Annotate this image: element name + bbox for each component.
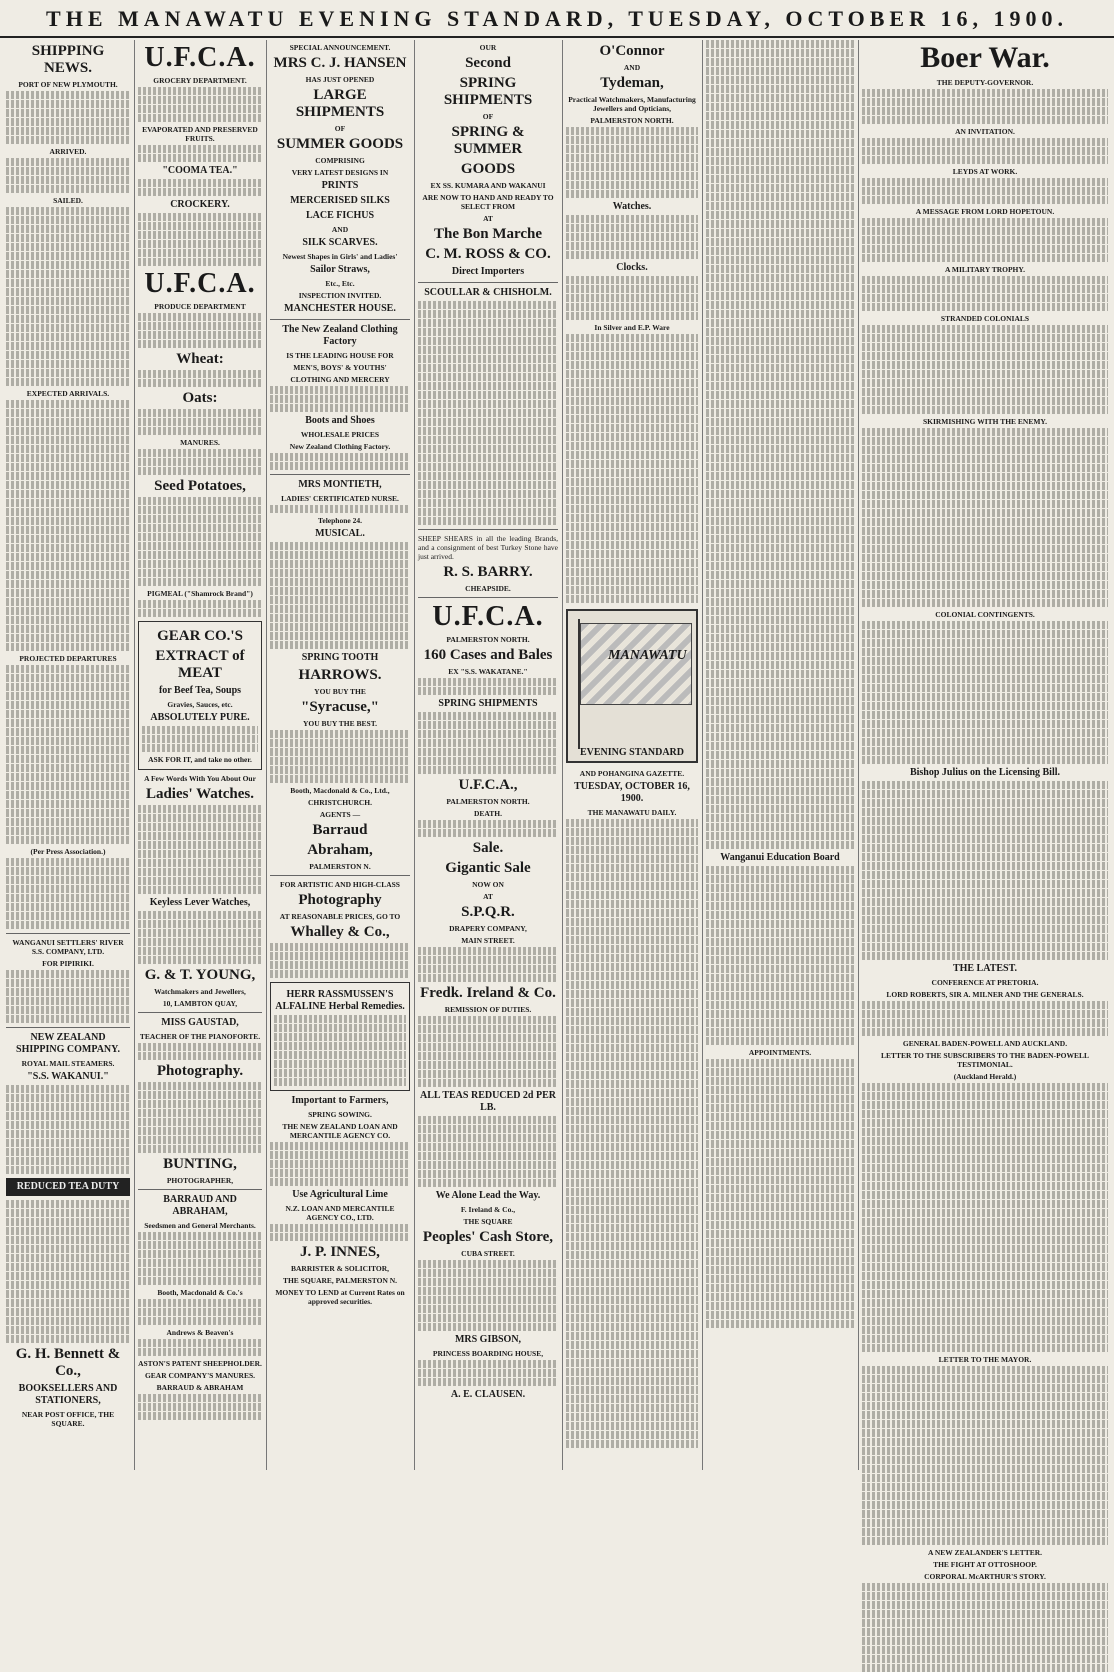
sheep-shears: SHEEP SHEARS in all the leading Brands, and a consignment of best Turkey Stone have just arrived. bbox=[418, 534, 558, 561]
the-square: THE SQUARE bbox=[463, 1217, 513, 1226]
photographer: PHOTOGRAPHER, bbox=[166, 1176, 234, 1185]
letter-mayor: LETTER TO THE MAYOR. bbox=[938, 1355, 1032, 1364]
spqr: S.P.Q.R. bbox=[461, 904, 515, 920]
column-rule bbox=[414, 40, 415, 1470]
nz-clothing: The New Zealand Clothing Factory bbox=[282, 324, 398, 347]
manchester: MANCHESTER HOUSE. bbox=[284, 303, 396, 314]
shipping-sub: PORT OF NEW PLYMOUTH. bbox=[18, 80, 118, 89]
ireland-2: F. Ireland & Co., bbox=[460, 1205, 516, 1214]
nz-shipping: NEW ZEALAND SHIPPING COMPANY. bbox=[16, 1032, 120, 1055]
paper-title: THE MANAWATU DAILY. bbox=[587, 808, 677, 817]
keyless: Keyless Lever Watches, bbox=[149, 897, 251, 908]
gear-manures: GEAR COMPANY'S MANURES. bbox=[144, 1371, 256, 1380]
oconnor: O'Connor bbox=[599, 43, 665, 59]
letter: LETTER TO THE SUBSCRIBERS TO THE BADEN-POWELL TESTIMONIAL. bbox=[881, 1051, 1089, 1069]
musical: MUSICAL. bbox=[315, 528, 365, 539]
wanganui-company: WANGANUI SETTLERS' RIVER S.S. COMPANY, LTD. bbox=[12, 938, 124, 956]
whalley: Whalley & Co., bbox=[290, 924, 390, 940]
masthead-title: THE MANAWATU EVENING STANDARD, TUESDAY, OCTOBER 16, 1900. bbox=[46, 6, 1068, 31]
of: OF bbox=[334, 124, 346, 133]
masthead-flag-illustration bbox=[566, 609, 698, 763]
tea-ad: REDUCED TEA DUTY bbox=[6, 1178, 130, 1196]
oats: Oats: bbox=[182, 390, 218, 406]
sailor: Sailor Straws, bbox=[310, 264, 370, 275]
gear-ad bbox=[138, 621, 262, 770]
agents: AGENTS — bbox=[319, 810, 361, 819]
main-street: MAIN STREET. bbox=[461, 936, 515, 945]
silver: In Silver and E.P. Ware bbox=[594, 323, 670, 332]
inspection: INSPECTION INVITED. bbox=[298, 291, 382, 300]
leading: IS THE LEADING HOUSE FOR bbox=[286, 351, 394, 360]
cuba: CUBA STREET. bbox=[461, 1249, 515, 1258]
buy-best: YOU BUY THE BEST. bbox=[302, 719, 378, 728]
photo: Photography bbox=[298, 892, 382, 908]
few-words: A Few Words With You About Our bbox=[144, 774, 256, 783]
syracuse: "Syracuse," bbox=[301, 699, 379, 715]
flag-label-2: EVENING STANDARD bbox=[580, 747, 684, 758]
remission: REMISSION OF DUTIES. bbox=[444, 1005, 532, 1014]
trophy: A MILITARY TROPHY. bbox=[945, 265, 1025, 274]
colonial: COLONIAL CONTINGENTS. bbox=[935, 610, 1035, 619]
skirmishing: SKIRMISHING WITH THE ENEMY. bbox=[922, 417, 1048, 426]
large-shipments: LARGE SHIPMENTS bbox=[295, 87, 385, 120]
nzloan: N.Z. LOAN AND MERCANTILE AGENCY CO., LTD. bbox=[285, 1204, 395, 1222]
gaustad: MISS GAUSTAD, bbox=[161, 1017, 239, 1028]
scoullar: SCOULLAR & CHISHOLM. bbox=[424, 287, 552, 298]
cheapside: CHEAPSIDE. bbox=[465, 584, 511, 593]
nurse: LADIES' CERTIFICATED NURSE. bbox=[281, 494, 399, 503]
ufca-4: U.F.C.A. bbox=[432, 601, 544, 632]
deputy: THE DEPUTY-GOVERNOR. bbox=[936, 78, 1034, 87]
silk: SILK SCARVES. bbox=[302, 237, 378, 248]
montieth: MRS MONTIETH, bbox=[298, 479, 382, 490]
young: G. & T. YOUNG, bbox=[144, 967, 256, 983]
very-latest: VERY LATEST DESIGNS IN bbox=[291, 168, 389, 177]
aston: ASTON'S PATENT SHEEPHOLDER. bbox=[138, 1359, 262, 1368]
wakatane: EX "S.S. WAKATANE." bbox=[448, 667, 528, 676]
prints: PRINTS bbox=[321, 180, 359, 191]
watches-5: Watches. bbox=[612, 201, 652, 212]
pn-5: PALMERSTON NORTH. bbox=[590, 116, 674, 125]
pn-4: PALMERSTON NORTH. bbox=[446, 797, 530, 806]
bunting: BUNTING, bbox=[163, 1156, 237, 1172]
gibson: MRS GIBSON, bbox=[454, 1334, 522, 1345]
grocery-heading: GROCERY DEPARTMENT. bbox=[153, 76, 247, 85]
column-rule bbox=[134, 40, 135, 1470]
clocks: Clocks. bbox=[616, 262, 648, 273]
ufca-title: U.F.C.A. bbox=[144, 42, 256, 73]
produce-heading: PRODUCE DEPARTMENT bbox=[154, 302, 246, 311]
shipments-title: SPRING SHIPMENTS bbox=[443, 75, 533, 108]
importers: Direct Importers bbox=[451, 266, 525, 277]
drapery: DRAPERY COMPANY, bbox=[449, 924, 527, 933]
now-hand: ARE NOW TO HAND AND READY TO SELECT FROM bbox=[422, 193, 554, 211]
spring-shipments: SPRING SHIPMENTS bbox=[438, 698, 538, 709]
now-on: NOW ON bbox=[472, 880, 504, 889]
near-po: NEAR POST OFFICE, THE SQUARE. bbox=[21, 1410, 115, 1428]
rassmussen-ad bbox=[270, 982, 410, 1091]
ufca-title-2: U.F.C.A. bbox=[144, 268, 256, 299]
clothing: CLOTHING AND MERCERY bbox=[290, 375, 390, 384]
bennett: G. H. Bennett & Co., bbox=[15, 1346, 121, 1379]
flag-icon bbox=[580, 623, 692, 705]
wholesale: WHOLESALE PRICES bbox=[300, 430, 380, 439]
barraud: BARRAUD AND ABRAHAM, bbox=[163, 1194, 237, 1217]
gear-title: GEAR CO.'S bbox=[157, 628, 243, 644]
photography: Photography. bbox=[156, 1063, 244, 1079]
latest: THE LATEST. bbox=[952, 963, 1018, 974]
column-rule bbox=[266, 40, 267, 1470]
tydeman: Tydeman, bbox=[600, 75, 664, 91]
column-news bbox=[706, 40, 854, 1468]
cooma: "COOMA TEA." bbox=[162, 165, 238, 176]
ireland: Fredk. Ireland & Co. bbox=[420, 985, 556, 1001]
christchurch: CHRISTCHURCH. bbox=[308, 798, 372, 807]
flag-sub: AND POHANGINA GAZETTE. bbox=[579, 769, 685, 778]
spring-tooth: SPRING TOOTH bbox=[301, 652, 379, 663]
gear-extract: EXTRACT of MEAT bbox=[155, 648, 245, 681]
column-hansen bbox=[270, 40, 410, 1468]
our: OUR bbox=[479, 43, 497, 52]
sale: Sale. bbox=[472, 840, 504, 856]
death: DEATH. bbox=[474, 809, 502, 818]
teacher: TEACHER OF THE PIANOFORTE. bbox=[139, 1032, 261, 1041]
opened: HAS JUST OPENED bbox=[305, 75, 375, 84]
bon-marche: The Bon Marche bbox=[433, 226, 543, 242]
wanganui-board: Wanganui Education Board bbox=[720, 852, 840, 863]
sowing: SPRING SOWING. bbox=[308, 1110, 372, 1119]
invitation: AN INVITATION. bbox=[955, 127, 1015, 136]
goods: GOODS bbox=[460, 161, 516, 177]
gear-pure: ABSOLUTELY PURE. bbox=[150, 712, 250, 723]
nzcf: New Zealand Clothing Factory. bbox=[289, 442, 391, 451]
at-2: AT bbox=[483, 892, 493, 901]
auckland: (Auckland Herald.) bbox=[953, 1072, 1017, 1081]
lambton: 10, LAMBTON QUAY, bbox=[162, 999, 238, 1008]
second: Second bbox=[465, 55, 511, 71]
merchants: Seedsmen and General Merchants. bbox=[144, 1221, 256, 1230]
oconnor-and: AND bbox=[623, 63, 641, 72]
gigantic: Gigantic Sale bbox=[445, 860, 531, 876]
boots: Boots and Shoes bbox=[305, 415, 375, 426]
comprising: COMPRISING bbox=[315, 156, 365, 165]
money: MONEY TO LEND at Current Rates on approved securities. bbox=[275, 1288, 405, 1306]
corporal: CORPORAL McARTHUR'S STORY. bbox=[924, 1572, 1046, 1581]
seed-potatoes: Seed Potatoes, bbox=[154, 478, 246, 494]
gear-beef: for Beef Tea, Soups bbox=[158, 685, 242, 696]
rassmussen: HERR RASSMUSSEN'S ALFALINE Herbal Remedies. bbox=[275, 989, 405, 1012]
barrister: BARRISTER & SOLICITOR, bbox=[290, 1264, 389, 1273]
paper-date: TUESDAY, OCTOBER 16, 1900. bbox=[574, 781, 690, 804]
ufca-4b: U.F.C.A., bbox=[458, 777, 518, 793]
bishop: Bishop Julius on the Licensing Bill. bbox=[909, 767, 1061, 778]
booth-ltd: Booth, Macdonald & Co., Ltd., bbox=[290, 786, 390, 795]
spring-summer: SPRING & SUMMER bbox=[451, 124, 525, 157]
abraham: Abraham, bbox=[307, 842, 373, 858]
ross: C. M. ROSS & CO. bbox=[425, 246, 551, 262]
hansen: MRS C. J. HANSEN bbox=[273, 55, 407, 71]
mens: MEN'S, BOYS' & YOUTHS' bbox=[293, 363, 387, 372]
column-oconnor bbox=[566, 40, 698, 1468]
barry: R. S. BARRY. bbox=[443, 564, 533, 580]
summer-goods: SUMMER GOODS bbox=[276, 136, 404, 152]
conference: CONFERENCE AT PRETORIA. bbox=[931, 978, 1039, 987]
palmerston-n: PALMERSTON N. bbox=[309, 862, 371, 871]
column-rule bbox=[702, 40, 703, 1470]
watchmakers: Watchmakers and Jewellers, bbox=[154, 987, 246, 996]
wheat: Wheat: bbox=[176, 351, 224, 367]
wakanui: "S.S. WAKANUI." bbox=[27, 1071, 109, 1082]
etc: Etc., Etc. bbox=[325, 279, 355, 288]
leyds: LEYDS AT WORK. bbox=[952, 167, 1018, 176]
harrows: HARROWS. bbox=[298, 667, 382, 683]
masthead bbox=[0, 0, 1114, 38]
column-ufca bbox=[138, 40, 262, 1468]
baden: GENERAL BADEN-POWELL AND AUCKLAND. bbox=[902, 1039, 1068, 1048]
manures: MANURES. bbox=[180, 438, 220, 447]
gear-gravies: Gravies, Sauces, etc. bbox=[167, 700, 233, 709]
palmerston-4: PALMERSTON NORTH. bbox=[446, 635, 530, 644]
association-heading: (Per Press Association.) bbox=[30, 847, 106, 856]
innes: J. P. INNES, bbox=[300, 1244, 380, 1260]
arrived-heading: ARRIVED. bbox=[49, 147, 87, 156]
of-4: OF bbox=[482, 112, 494, 121]
andrews: Andrews & Beaven's bbox=[166, 1328, 234, 1337]
important: Important to Farmers, bbox=[291, 1095, 389, 1106]
barraud-3: Barraud bbox=[312, 822, 368, 838]
expected-heading: EXPECTED ARRIVALS. bbox=[26, 389, 110, 398]
flag-label: MANAWATU bbox=[608, 648, 687, 663]
ex-ships: EX SS. KUMARA AND WAKANUI bbox=[430, 181, 546, 190]
boer-war-heading: Boer War. bbox=[920, 41, 1050, 74]
mercerised: MERCERISED SILKS bbox=[290, 195, 390, 206]
column-boer-war bbox=[862, 40, 1108, 1581]
column-rule bbox=[858, 40, 859, 1470]
ottoshoop: THE FIGHT AT OTTOSHOOP. bbox=[933, 1560, 1037, 1569]
innes-square: THE SQUARE, PALMERSTON N. bbox=[282, 1276, 398, 1285]
booth: Booth, Macdonald & Co.'s bbox=[157, 1288, 243, 1297]
use-lime: Use Agricultural Lime bbox=[292, 1189, 388, 1200]
column-rule bbox=[562, 40, 563, 1470]
artistic: FOR ARTISTIC AND HIGH-CLASS bbox=[280, 880, 400, 889]
projected-heading: PROJECTED DEPARTURES bbox=[19, 654, 117, 663]
peoples: Peoples' Cash Store, bbox=[422, 1229, 554, 1245]
pipiriki-heading: FOR PIPIRIKI. bbox=[42, 959, 94, 968]
pigmeal: PIGMEAL ("Shamrock Brand") bbox=[147, 589, 253, 598]
column-shipping bbox=[6, 40, 130, 1468]
boarding: PRINCESS BOARDING HOUSE, bbox=[432, 1349, 544, 1358]
lace: LACE FICHUS bbox=[305, 210, 375, 221]
stranded: STRANDED COLONIALS bbox=[940, 314, 1030, 323]
at: AT bbox=[483, 214, 493, 223]
appointments: APPOINTMENTS. bbox=[748, 1048, 812, 1057]
column-bonmarche bbox=[418, 40, 558, 1468]
gear-ask: ASK FOR IT, and take no other. bbox=[148, 755, 252, 764]
buy: YOU BUY THE bbox=[314, 687, 366, 696]
booksellers: BOOKSELLERS AND STATIONERS, bbox=[18, 1383, 118, 1406]
telephone: Telephone 24. bbox=[318, 516, 362, 525]
evaporated: EVAPORATED AND PRESERVED FRUITS. bbox=[142, 125, 258, 143]
newest: Newest Shapes in Girls' and Ladies' bbox=[282, 252, 398, 261]
lord-roberts: LORD ROBERTS, SIR A. MILNER AND THE GENERALS. bbox=[886, 990, 1084, 999]
reduced: ALL TEAS REDUCED 2d PER LB. bbox=[420, 1090, 556, 1113]
alone: We Alone Lead the Way. bbox=[435, 1190, 541, 1201]
sailed-heading: SAILED. bbox=[53, 196, 83, 205]
clausen: A. E. CLAUSEN. bbox=[450, 1389, 526, 1400]
agency: THE NEW ZEALAND LOAN AND MERCANTILE AGENCY CO. bbox=[282, 1122, 398, 1140]
practical: Practical Watchmakers, Manufacturing Jewellers and Opticians, bbox=[568, 95, 696, 113]
ladies-watches: Ladies' Watches. bbox=[145, 786, 255, 802]
shipping-heading: SHIPPING NEWS. bbox=[31, 43, 105, 76]
and: AND bbox=[331, 225, 349, 234]
special-announcement: SPECIAL ANNOUNCEMENT. bbox=[289, 43, 391, 52]
barraud-2: BARRAUD & ABRAHAM bbox=[156, 1383, 244, 1392]
crockery: CROCKERY. bbox=[170, 199, 230, 210]
reasonable: AT REASONABLE PRICES, GO TO bbox=[279, 912, 401, 921]
hopetoun: A MESSAGE FROM LORD HOPETOUN. bbox=[915, 207, 1055, 216]
royal-mail: ROYAL MAIL STEAMERS. bbox=[21, 1059, 115, 1068]
cases-bales: 160 Cases and Bales bbox=[423, 647, 553, 663]
nz-letter: A NEW ZEALANDER'S LETTER. bbox=[927, 1548, 1043, 1557]
